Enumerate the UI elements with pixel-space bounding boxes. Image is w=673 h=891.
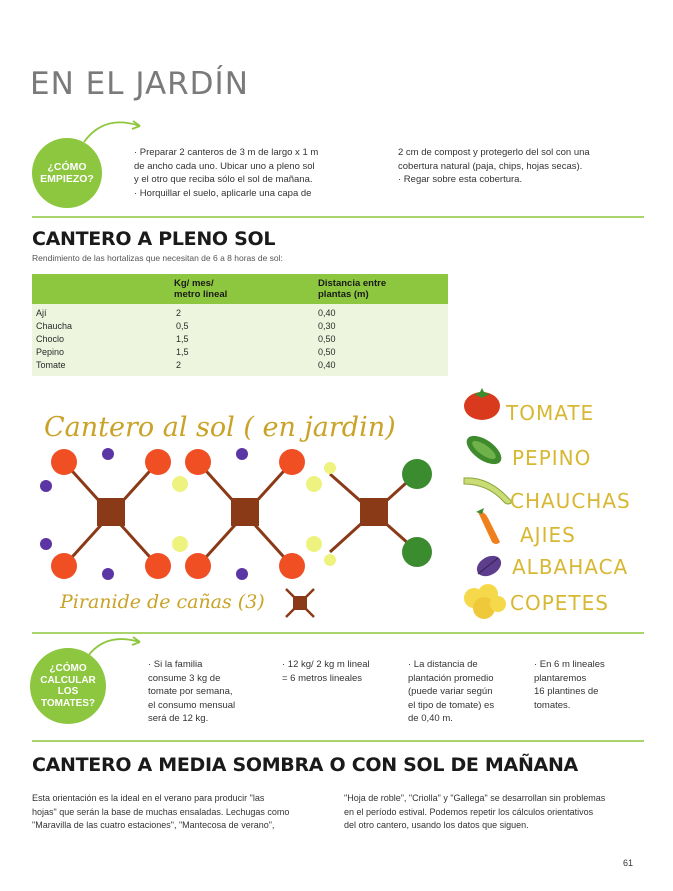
legend-label: CHAUCHAS bbox=[510, 489, 631, 513]
page-title: EN EL JARDÍN bbox=[30, 66, 249, 102]
bean-icon bbox=[460, 470, 516, 510]
pepper-plant bbox=[102, 568, 114, 580]
bean-plant bbox=[324, 462, 336, 474]
table-cell: Choclo bbox=[36, 334, 65, 344]
calc-col4 bbox=[534, 658, 644, 712]
bean-plant bbox=[172, 536, 188, 552]
text-line: · Si la familia bbox=[148, 659, 203, 670]
yield-table bbox=[32, 274, 448, 376]
tomato-plant bbox=[145, 553, 171, 579]
table-row bbox=[32, 360, 448, 373]
tomato-plant bbox=[185, 449, 211, 475]
cane-pyramid-icon bbox=[283, 586, 317, 620]
curved-arrow-icon bbox=[84, 630, 150, 660]
table-cell: Tomate bbox=[36, 360, 66, 370]
column-header: Distancia entre plantas (m) bbox=[318, 278, 387, 300]
table-cell: Pepino bbox=[36, 347, 65, 357]
table-cell: 2 bbox=[176, 308, 182, 318]
text-line: · En 6 m lineales bbox=[534, 659, 605, 670]
text-line: Esta orientación es la ideal en el verano para producir "las bbox=[32, 793, 265, 803]
table-cell: 0,50 bbox=[318, 334, 336, 344]
table-header bbox=[32, 274, 448, 304]
media-sombra-heading: CANTERO A MEDIA SOMBRA O CON SOL DE MAÑANA bbox=[32, 754, 578, 776]
text-line: cobertura natural (paja, chips, hojas secas). bbox=[398, 160, 583, 172]
bubble-line: CALCULAR bbox=[40, 674, 96, 686]
table-cell: 2 bbox=[176, 360, 182, 370]
text-line: consume 3 kg de bbox=[148, 672, 221, 684]
text-line: · Regar sobre esta cobertura. bbox=[398, 174, 523, 185]
planting-diagram bbox=[30, 440, 450, 590]
basil-icon bbox=[472, 548, 506, 582]
legend-label: COPETES bbox=[510, 591, 609, 615]
calc-col3 bbox=[408, 658, 528, 726]
table-cell: 0,30 bbox=[318, 321, 336, 331]
text-line: 2 cm de compost y protegerlo del sol con una bbox=[398, 147, 590, 158]
tomato-plant bbox=[185, 553, 211, 579]
bubble-line: TOMATES? bbox=[40, 697, 96, 709]
media-sombra-col2 bbox=[344, 792, 644, 833]
pepper-plant bbox=[102, 448, 114, 460]
text-line: = 6 metros lineales bbox=[282, 672, 362, 684]
como-empiezo-col1 bbox=[134, 146, 374, 200]
table-cell: 0,50 bbox=[318, 347, 336, 357]
text-line: · La distancia de bbox=[408, 659, 478, 670]
text-line: y el otro que reciba sólo el sol de mañana. bbox=[134, 174, 313, 185]
table-body bbox=[32, 304, 448, 376]
pyramid-center bbox=[360, 498, 388, 526]
legend-label: PEPINO bbox=[512, 446, 592, 470]
table-row bbox=[32, 308, 448, 321]
legend-label: AJIES bbox=[520, 523, 576, 547]
tomato-plant bbox=[279, 553, 305, 579]
text-line: "Maravilla de las cuatro estaciones", "Mantecosa de verano", bbox=[32, 820, 275, 830]
table-cell: 0,40 bbox=[318, 360, 336, 370]
text-line: · Preparar 2 canteros de 3 m de largo x 1 m bbox=[134, 147, 319, 158]
cucumber-plant bbox=[402, 537, 432, 567]
text-line: de ancho cada uno. Ubicar uno a pleno sol bbox=[134, 160, 315, 172]
text-line: tomates. bbox=[534, 699, 571, 711]
column-header: Kg/ mes/ metro lineal bbox=[174, 278, 228, 300]
text-line: el consumo mensual bbox=[148, 699, 236, 711]
cucumber-icon bbox=[462, 430, 506, 470]
pyramid-center bbox=[231, 498, 259, 526]
bubble-line: ¿CÓMO bbox=[49, 663, 87, 674]
legend-label: ALBAHACA bbox=[512, 555, 629, 579]
page-number: 61 bbox=[622, 858, 633, 868]
bean-plant bbox=[324, 554, 336, 566]
text-line: · Horquillar el suelo, aplicarle una capa de bbox=[134, 187, 312, 199]
text-line: el tipo de tomate) es bbox=[408, 699, 495, 711]
table-cell: 0,5 bbox=[176, 321, 189, 331]
pyramid-center bbox=[97, 498, 125, 526]
bubble-line: ¿CÓMO bbox=[47, 161, 87, 173]
table-cell: 0,40 bbox=[318, 308, 336, 318]
pepper-icon bbox=[470, 506, 510, 548]
diagram-caption: Piranide de cañas (3) bbox=[60, 591, 265, 613]
text-line: será de 12 kg. bbox=[148, 713, 209, 724]
marigold-icon bbox=[460, 582, 508, 622]
divider bbox=[32, 216, 644, 218]
tomato-plant bbox=[279, 449, 305, 475]
tomato-plant bbox=[51, 553, 77, 579]
cucumber-plant bbox=[402, 459, 432, 489]
calc-col2 bbox=[282, 658, 402, 685]
text-line: de 0,40 m. bbox=[408, 713, 453, 724]
bubble-line: EMPIEZO? bbox=[40, 173, 94, 185]
text-line: plantaremos bbox=[534, 672, 587, 684]
text-line: del otro cantero, usando los datos que siguen. bbox=[344, 820, 529, 830]
table-cell: Chaucha bbox=[36, 321, 73, 331]
bean-plant bbox=[306, 536, 322, 552]
legend-label: TOMATE bbox=[506, 401, 595, 425]
tomato-icon bbox=[462, 386, 502, 422]
media-sombra-col1 bbox=[32, 792, 332, 833]
table-cell: Ají bbox=[36, 308, 47, 318]
table-row bbox=[32, 334, 448, 347]
text-line: · 12 kg/ 2 kg m lineal bbox=[282, 659, 370, 670]
tomato-plant bbox=[51, 449, 77, 475]
text-line: plantación promedio bbox=[408, 672, 494, 684]
pepper-plant bbox=[40, 480, 52, 492]
table-cell: 1,5 bbox=[176, 347, 189, 357]
como-empiezo-col2 bbox=[398, 146, 643, 187]
pepper-plant bbox=[236, 568, 248, 580]
table-row bbox=[32, 347, 448, 360]
pepper-plant bbox=[236, 448, 248, 460]
pleno-sol-heading: CANTERO A PLENO SOL bbox=[32, 228, 276, 250]
como-empiezo-bubble bbox=[32, 138, 102, 208]
bean-plant bbox=[172, 476, 188, 492]
text-line: hojas" que serán la base de muchas ensaladas. Lechugas como bbox=[32, 806, 290, 817]
text-line: en el período estival. Podemos repetir los cálculos orientativos bbox=[344, 806, 594, 817]
calc-col1 bbox=[148, 658, 278, 726]
tomato-plant bbox=[145, 449, 171, 475]
text-line: tomate por semana, bbox=[148, 686, 233, 697]
bubble-line: LOS bbox=[57, 686, 79, 697]
diagram-title: Cantero al sol ( en jardin) bbox=[44, 412, 396, 443]
table-cell: 1,5 bbox=[176, 334, 189, 344]
pepper-plant bbox=[40, 538, 52, 550]
pleno-sol-subtitle: Rendimiento de las hortalizas que necesitan de 6 a 8 horas de sol: bbox=[32, 253, 283, 263]
text-line: 16 plantines de bbox=[534, 686, 599, 697]
bean-plant bbox=[306, 476, 322, 492]
table-row bbox=[32, 321, 448, 334]
divider bbox=[32, 740, 644, 742]
text-line: "Hoja de roble", "Criolla" y "Gallega" se desarrollan sin problemas bbox=[344, 793, 606, 803]
curved-arrow-icon bbox=[80, 112, 150, 146]
text-line: (puede variar según bbox=[408, 686, 493, 697]
